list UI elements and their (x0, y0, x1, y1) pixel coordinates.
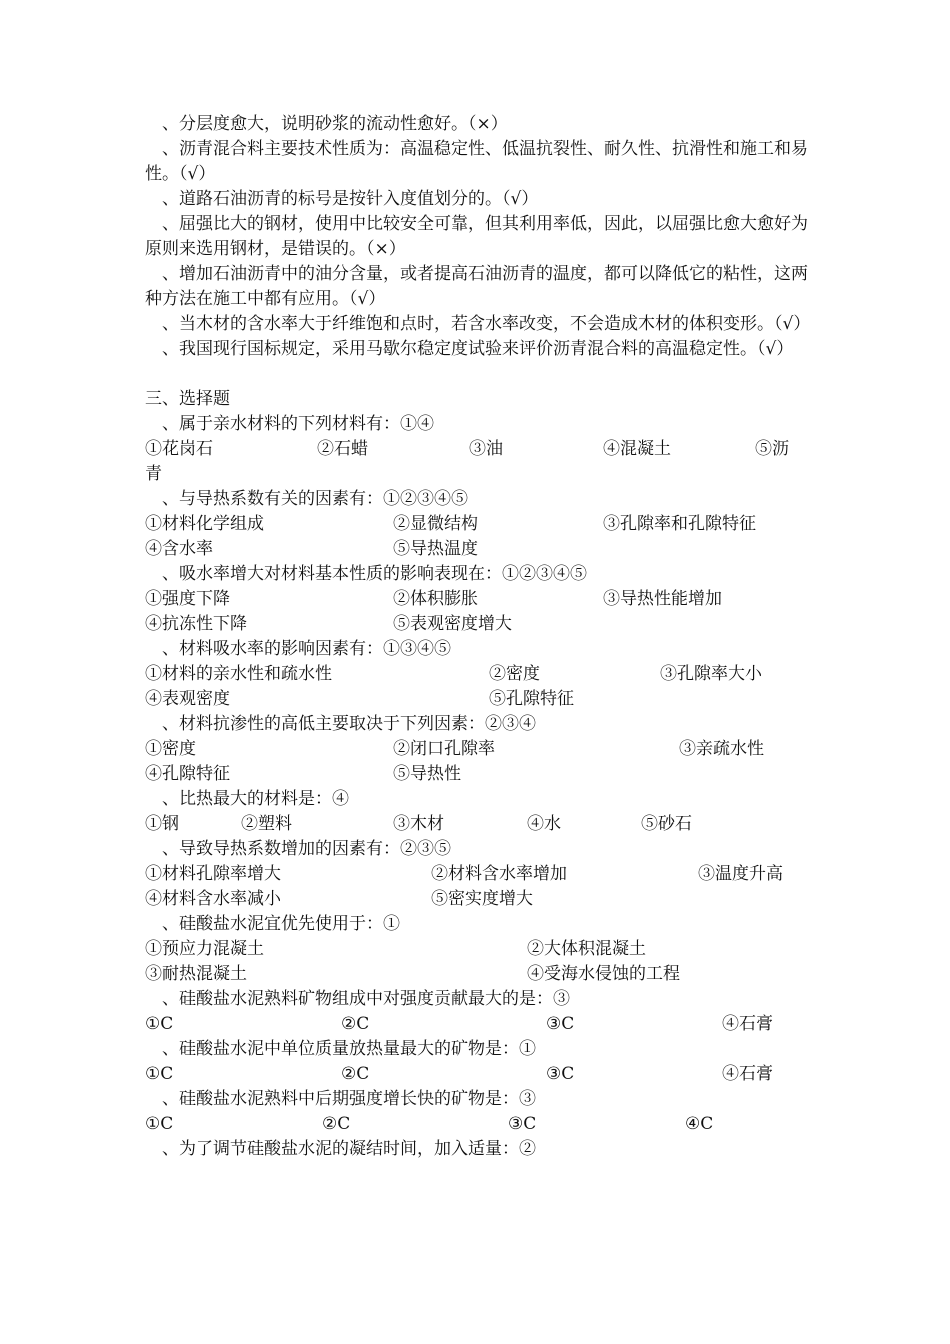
option: ③导热性能增加 (603, 589, 722, 609)
judgement-item: 、当木材的含水率大于纤维饱和点时，若含水率改变，不会造成木材的体积变形。（√） (145, 314, 811, 334)
option: ⑤导热性 (393, 764, 461, 784)
option: ④石膏 (722, 1064, 773, 1084)
option: ①C (145, 1114, 174, 1134)
option-row (145, 437, 810, 462)
judgement-item: 、分层度愈大，说明砂浆的流动性愈好。（×） (145, 114, 508, 134)
judgement-item: 、我国现行国标规定，采用马歇尔稳定度试验来评价沥青混合料的高温稳定性。（√） (145, 339, 794, 359)
option: ⑤表观密度增大 (393, 614, 512, 634)
option: ③木材 (393, 814, 444, 834)
question-text: 、材料吸水率的影响因素有：①③④⑤ (145, 639, 451, 659)
option-row (145, 612, 810, 637)
option: ②大体积混凝土 (527, 939, 646, 959)
judgement-item: 、增加石油沥青中的油分含量，或者提高石油沥青的温度，都可以降低它的粘性，这两种方法在施工中都有应用。（√） (145, 264, 808, 309)
option: ④表观密度 (145, 689, 230, 709)
option: ②密度 (489, 664, 540, 684)
question-text: 、材料抗渗性的高低主要取决于下列因素：②③④ (145, 714, 536, 734)
option: ③C (546, 1014, 575, 1034)
option: ⑤密实度增大 (431, 889, 533, 909)
option-row (145, 937, 810, 962)
judgement-item: 、道路石油沥青的标号是按针入度值划分的。（√） (145, 189, 539, 209)
option: ③亲疏水性 (679, 739, 764, 759)
option: ①强度下降 (145, 589, 230, 609)
option-row (145, 762, 810, 787)
option: ②C (341, 1064, 370, 1084)
option: ④石膏 (722, 1014, 773, 1034)
option: ③C (546, 1064, 575, 1084)
option: ⑤沥 (755, 439, 789, 459)
option-row (145, 537, 810, 562)
option: ①材料孔隙率增大 (145, 864, 281, 884)
option: ①材料的亲水性和疏水性 (145, 664, 332, 684)
judgement-item: 、沥青混合料主要技术性质为：高温稳定性、低温抗裂性、耐久性、抗滑性和施工和易性。（√） (145, 139, 808, 184)
option-row (145, 737, 810, 762)
question-text: 、比热最大的材料是：④ (145, 789, 349, 809)
question-text: 、为了调节硅酸盐水泥的凝结时间，加入适量：② (145, 1139, 536, 1159)
question-text: 、吸水率增大对材料基本性质的影响表现在：①②③④⑤ (145, 564, 587, 584)
question-text: 、硅酸盐水泥熟料矿物组成中对强度贡献最大的是：③ (145, 989, 570, 1009)
option: ④孔隙特征 (145, 764, 230, 784)
option: ④C (685, 1114, 714, 1134)
section-title: 三、选择题 (145, 389, 230, 409)
option: ②显微结构 (393, 514, 478, 534)
option: ③孔隙率大小 (660, 664, 762, 684)
option: ②C (322, 1114, 351, 1134)
option-row (145, 1062, 810, 1087)
question-text: 、导致导热系数增加的因素有：②③⑤ (145, 839, 451, 859)
option-row (145, 862, 810, 887)
option: ①C (145, 1014, 174, 1034)
option: ③孔隙率和孔隙特征 (603, 514, 756, 534)
option: ③耐热混凝土 (145, 964, 247, 984)
option: ④混凝土 (603, 439, 671, 459)
option: ③温度升高 (698, 864, 783, 884)
option: ②闭口孔隙率 (393, 739, 495, 759)
option: ②体积膨胀 (393, 589, 478, 609)
option-row (145, 962, 810, 987)
option: ②材料含水率增加 (431, 864, 567, 884)
option-row (145, 887, 810, 912)
section-spacer (145, 362, 810, 387)
option: ②石蜡 (317, 439, 368, 459)
option: ①C (145, 1064, 174, 1084)
question-text: 、硅酸盐水泥熟料中后期强度增长快的矿物是：③ (145, 1089, 536, 1109)
option: ④受海水侵蚀的工程 (527, 964, 680, 984)
option: ③C (508, 1114, 537, 1134)
option-row (145, 687, 810, 712)
option: ④抗冻性下降 (145, 614, 247, 634)
question-text: 、与导热系数有关的因素有：①②③④⑤ (145, 489, 468, 509)
option: ⑤孔隙特征 (489, 689, 574, 709)
option-row (145, 812, 810, 837)
option: ①材料化学组成 (145, 514, 264, 534)
option-row (145, 512, 810, 537)
option: ①密度 (145, 739, 196, 759)
option: ③油 (469, 439, 503, 459)
option-row (145, 587, 810, 612)
option-row (145, 1112, 810, 1137)
option: ④水 (527, 814, 561, 834)
option: ①预应力混凝土 (145, 939, 264, 959)
option: ①钢 (145, 814, 179, 834)
question-text: 、属于亲水材料的下列材料有：①④ (145, 414, 434, 434)
option: ④材料含水率减小 (145, 889, 281, 909)
option-continuation: 青 (145, 464, 162, 484)
question-text: 、硅酸盐水泥宜优先使用于：① (145, 914, 400, 934)
option: ⑤砂石 (641, 814, 692, 834)
judgement-item: 、屈强比大的钢材，使用中比较安全可靠，但其利用率低，因此，以屈强比愈大愈好为原则来选用钢材，是错误的。（×） (145, 214, 808, 259)
option: ⑤导热温度 (393, 539, 478, 559)
option-row (145, 1012, 810, 1037)
option: ②塑料 (241, 814, 292, 834)
option: ④含水率 (145, 539, 213, 559)
option: ①花岗石 (145, 439, 213, 459)
judgement-list (145, 112, 810, 362)
option: ②C (341, 1014, 370, 1034)
question-text: 、硅酸盐水泥中单位质量放热量最大的矿物是：① (145, 1039, 536, 1059)
option-row (145, 662, 810, 687)
document-page (145, 112, 810, 1162)
